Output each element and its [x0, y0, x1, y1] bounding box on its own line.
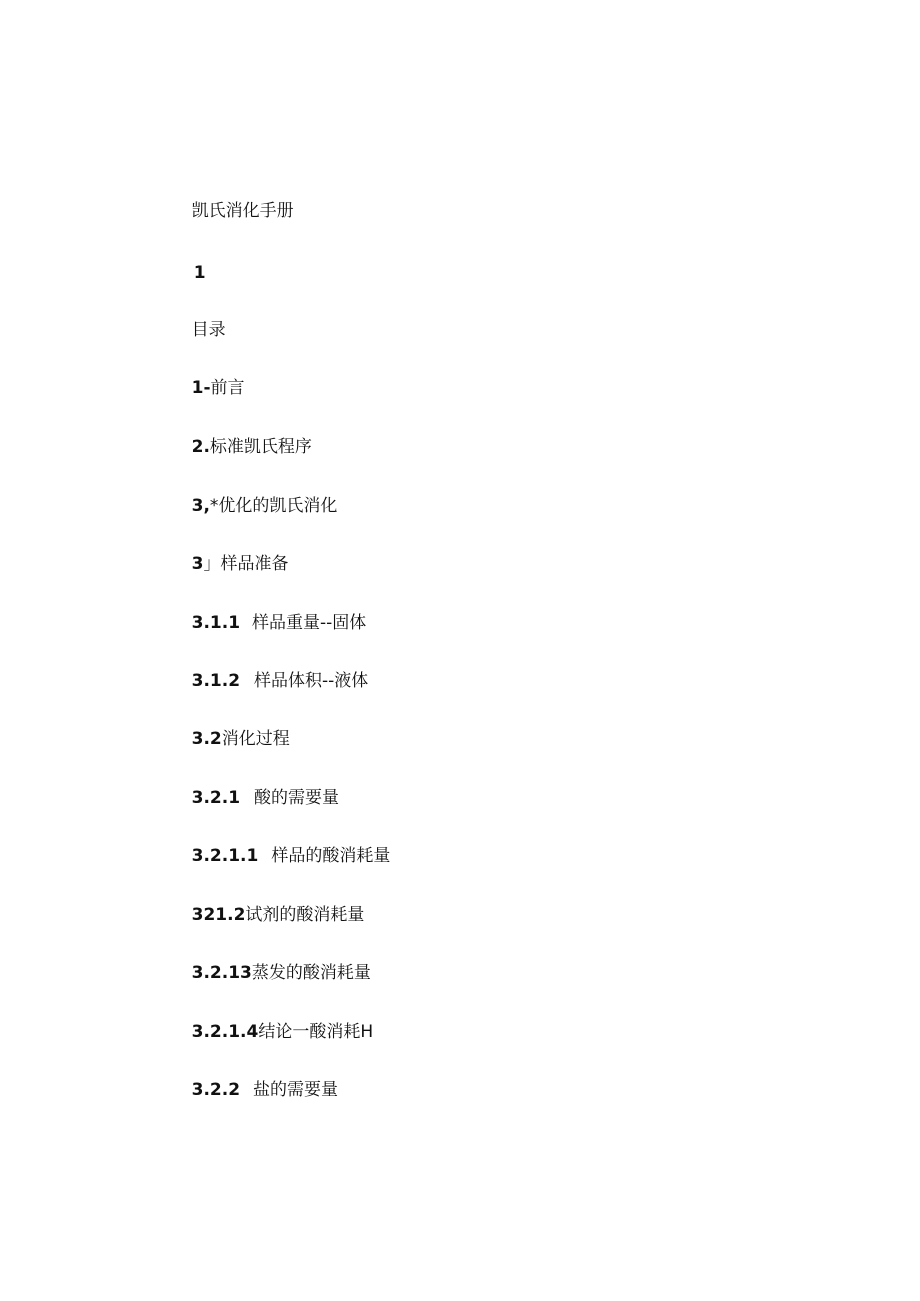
toc-entry-number: 3.2.1.1: [191, 846, 259, 866]
document-title-text: 凯氏消化手册: [191, 201, 294, 221]
toc-entry-number: 1-: [191, 378, 211, 398]
toc-entry: [170, 355, 245, 421]
toc-entry: [170, 999, 373, 1065]
toc-entry-text: 标准凯氏程序: [209, 437, 312, 457]
toc-entry: [170, 414, 312, 480]
toc-entry-text: 试剂的酸消耗量: [245, 905, 365, 925]
toc-entry: [170, 765, 339, 831]
toc-entry-text: 前言: [210, 378, 245, 398]
toc-entry-text: *优化的凯氏消化: [209, 496, 338, 516]
toc-entry-text: 盐的需要量: [253, 1080, 339, 1100]
page-number-text: 1: [193, 263, 206, 283]
toc-entry-text: 」样品准备: [203, 554, 289, 574]
toc-entry-number: 3.2: [191, 729, 222, 749]
toc-entry: [170, 940, 371, 1006]
toc-heading: [170, 297, 226, 363]
toc-entry-number: 2.: [191, 437, 210, 457]
toc-entry-number: 3.1.1: [191, 613, 241, 633]
toc-entry: [170, 882, 364, 948]
toc-entry-number: 3.2.1: [191, 788, 241, 808]
toc-entry-number: 3.2.1.4: [191, 1022, 259, 1042]
toc-heading-text: 目录: [191, 320, 226, 340]
toc-entry-number: 3: [191, 554, 204, 574]
toc-entry: [170, 473, 337, 539]
toc-entry-text: 结论一酸消耗H: [258, 1022, 374, 1042]
toc-entry: [170, 1057, 338, 1123]
toc-entry: [170, 823, 390, 889]
toc-entry-text: 样品重量--固体: [252, 613, 367, 633]
toc-entry: [170, 531, 288, 597]
toc-entry-number: 3.2.13: [191, 963, 252, 983]
toc-entry-text: 蒸发的酸消耗量: [251, 963, 371, 983]
toc-entry-text: 样品的酸消耗量: [271, 846, 391, 866]
toc-entry-number: 321.2: [191, 905, 246, 925]
document-title: [170, 178, 294, 244]
toc-entry-number: 3.2.2: [191, 1080, 241, 1100]
toc-entry-text: 样品体积--液体: [254, 671, 369, 691]
toc-entry-text: 酸的需要量: [254, 788, 340, 808]
toc-entry: [170, 590, 366, 656]
toc-entry-text: 消化过程: [221, 729, 290, 749]
toc-entry: [170, 706, 290, 772]
toc-entry: [170, 648, 368, 714]
toc-entry-number: 3.1.2: [191, 671, 241, 691]
toc-entry-number: 3,: [191, 496, 210, 516]
